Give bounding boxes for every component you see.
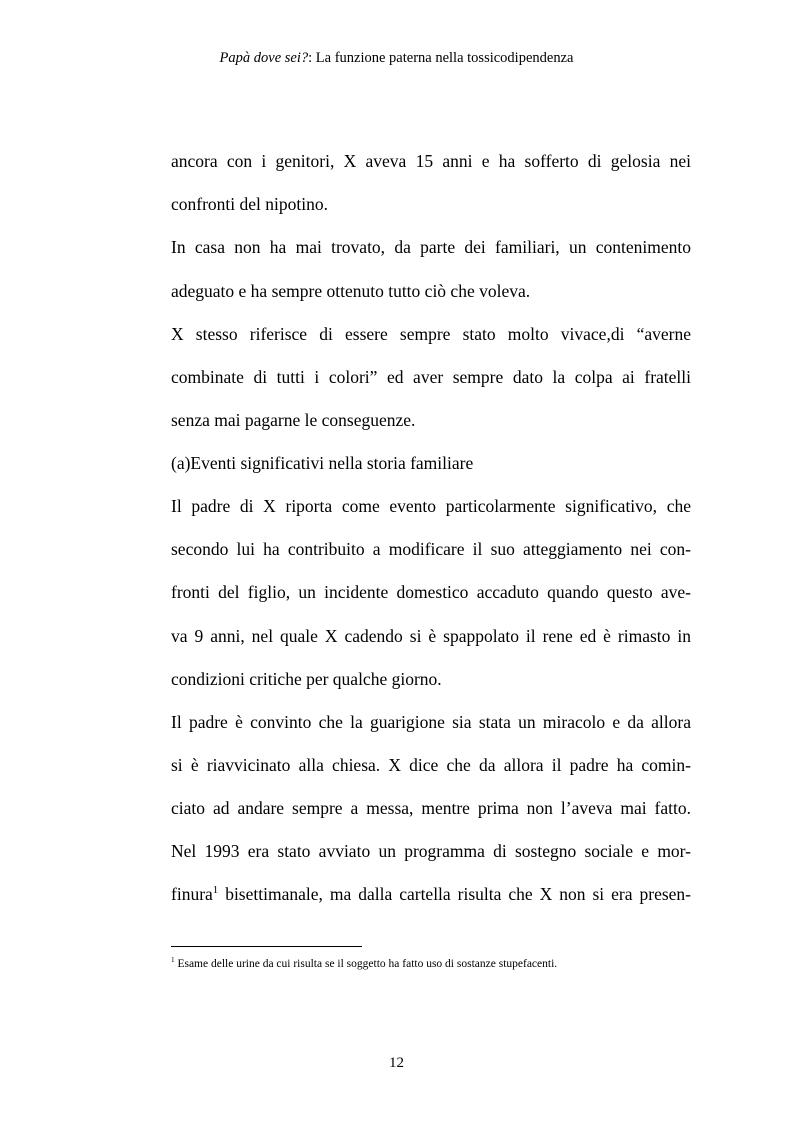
text-fragment: finura	[171, 884, 213, 904]
text-line: X stesso riferisce di essere sempre stato molto vivace,di “averne	[171, 324, 691, 344]
text-line: fronti del figlio, un incidente domestico accaduto quando questo ave-	[171, 582, 691, 602]
footnote-text: Esame delle urine da cui risulta se il soggetto ha fatto uso di sostanze stupefacenti.	[174, 958, 558, 970]
text-line: adeguato e ha sempre ottenuto tutto ciò che voleva.	[171, 281, 531, 301]
footnote	[171, 956, 557, 972]
header-title-italic: Papà dove sei?	[219, 50, 309, 66]
text-line: senza mai pagarne le conseguenze.	[171, 410, 416, 430]
text-line: condizioni critiche per qualche giorno.	[171, 669, 442, 689]
text-line: Nel 1993 era stato avviato un programma di sostegno sociale e mor-	[171, 841, 691, 861]
text-line: va 9 anni, nel quale X cadendo si è spappolato il rene ed è rimasto in	[171, 626, 691, 646]
text-line: combinate di tutti i colori” ed aver sempre dato la colpa ai fratelli	[171, 367, 691, 387]
text-line: ancora con i genitori, X aveva 15 anni e ha sofferto di gelosia nei	[171, 151, 691, 171]
header-title-rest: : La funzione paterna nella tossicodipendenza	[308, 50, 574, 66]
footnote-marker: 1	[171, 956, 175, 965]
footnote-reference[interactable]: 1	[212, 884, 219, 897]
page-number: 12	[389, 1055, 404, 1071]
section-subheading: (a)Eventi significativi nella storia familiare	[171, 453, 474, 473]
footnote-divider	[171, 946, 362, 947]
text-line: secondo lui ha contribuito a modificare il suo atteggiamento nei con-	[171, 539, 691, 559]
text-line: si è riavvicinato alla chiesa. X dice che da allora il padre ha comin-	[171, 755, 691, 775]
running-header	[0, 50, 793, 67]
text-line: ciato ad andare sempre a messa, mentre prima non l’aveva mai fatto.	[171, 798, 691, 818]
text-fragment: bisettimanale, ma dalla cartella risulta che X non si era presen-	[218, 884, 691, 904]
text-line: Il padre è convinto che la guarigione sia stata un miracolo e da allora	[171, 712, 691, 732]
text-line: confronti del nipotino.	[171, 194, 328, 214]
text-line-with-footnote	[171, 883, 691, 905]
text-line: Il padre di X riporta come evento particolarmente significativo, che	[171, 496, 691, 516]
text-line: In casa non ha mai trovato, da parte dei familiari, un contenimento	[171, 237, 691, 257]
